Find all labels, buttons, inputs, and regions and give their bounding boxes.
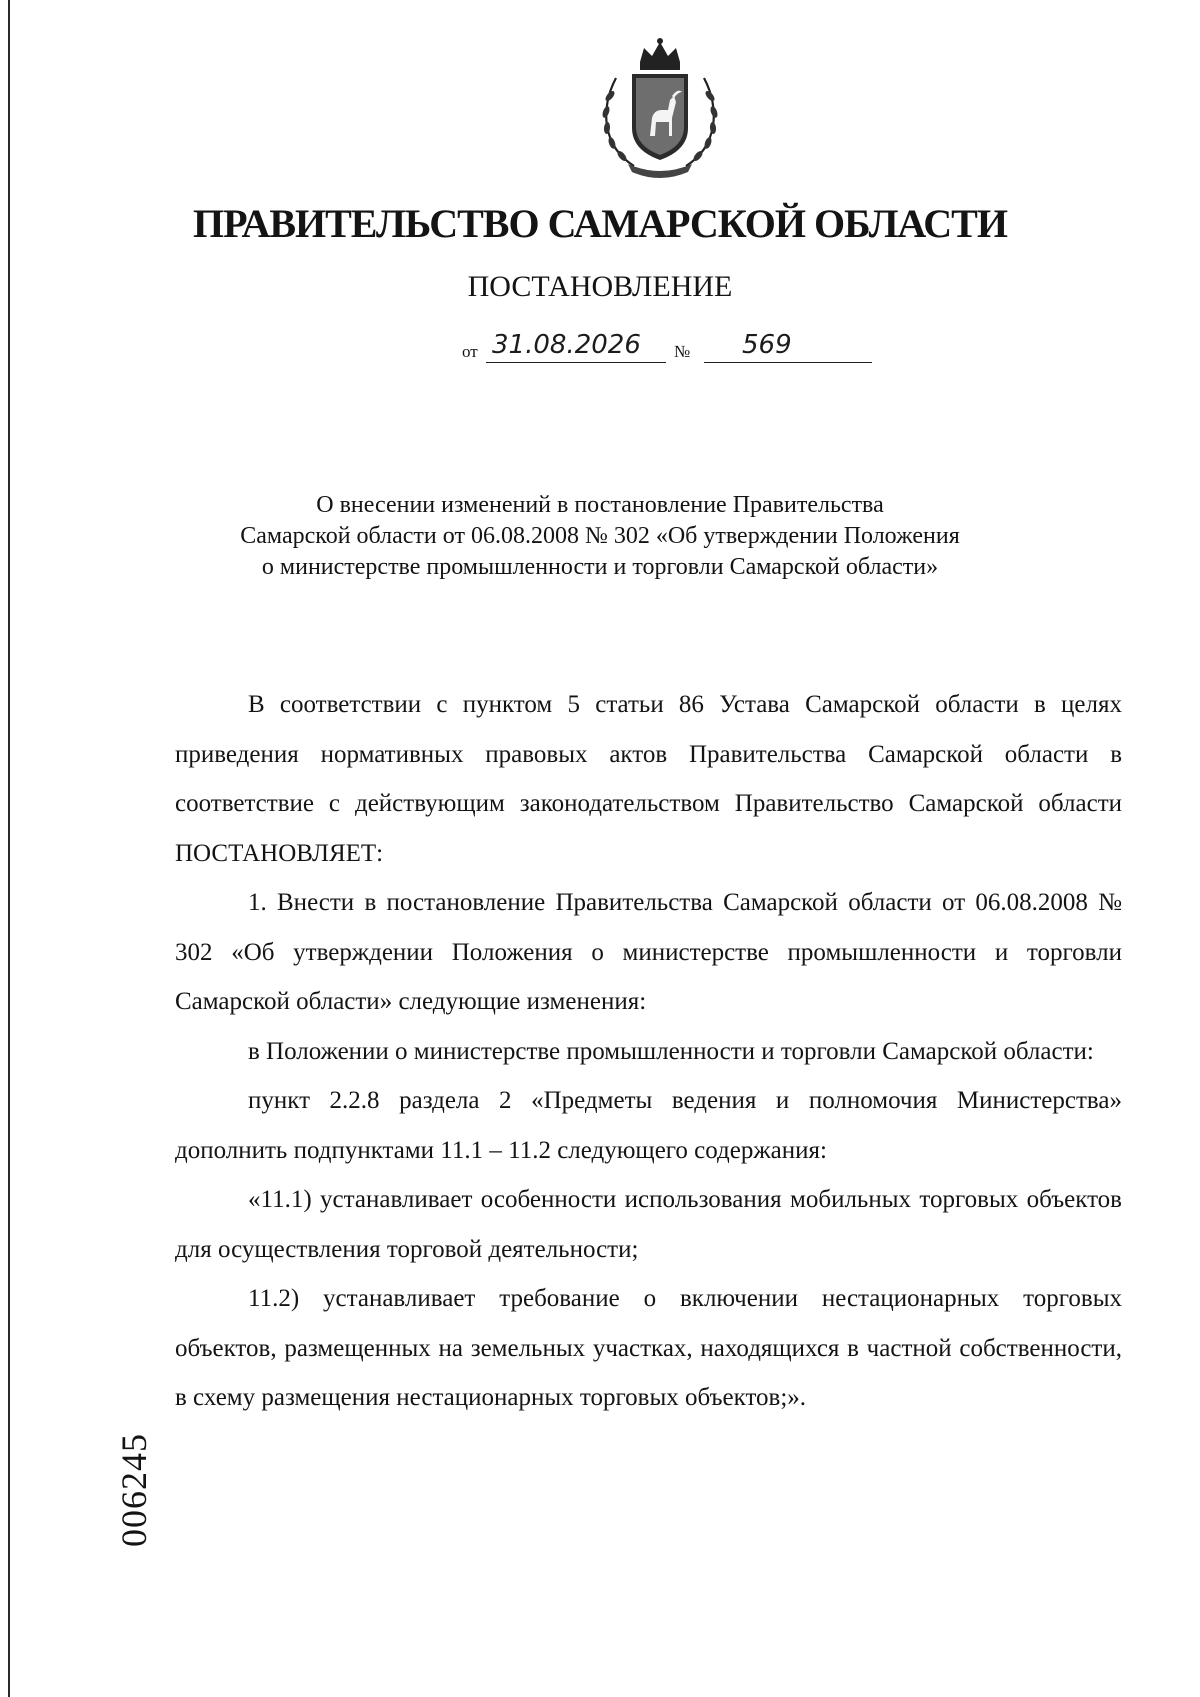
body-paragraph-item-1: 1. Внести в постановление Правительства Самарской области от 06.08.2008 № 302 «Об утверждении Положения о министерстве промышленности и торговли Самарской области» следующие изменения: (175, 889, 1122, 1015)
organization-title: ПРАВИТЕЛЬСТВО САМАРСКОЙ ОБЛАСТИ (193, 201, 1007, 246)
handwritten-number: 569 (742, 330, 792, 360)
date-number-line (462, 330, 882, 366)
number-underline (704, 362, 872, 363)
body-paragraph-clause: пункт 2.2.8 раздела 2 «Предметы ведения и полномочия Министерства» дополнить подпунктами 11.1 – 11.2 следующего содержания: (175, 1087, 1122, 1164)
number-prefix: № (674, 342, 691, 361)
margin-serial-number: 006245 (114, 1433, 154, 1547)
document-body (175, 680, 1122, 1423)
coat-of-arms-icon (594, 38, 726, 178)
date-prefix: от (462, 342, 478, 361)
document-subject (150, 490, 1050, 583)
subject-line: Самарской области от 06.08.2008 № 302 «Об утверждении Положения (240, 523, 960, 549)
body-paragraph-regulation: в Положении о министерстве промышленности и торговли Самарской области: (248, 1037, 1094, 1065)
body-paragraph-subclause-11-1: «11.1) устанавливает особенности использования мобильных торговых объектов для осуществления торговой деятельности; (175, 1186, 1122, 1263)
date-underline (486, 362, 666, 363)
handwritten-date: 31.08.2026 (492, 330, 641, 360)
body-paragraph-preamble: В соответствии с пунктом 5 статьи 86 Устава Самарской области в целях приведения нормативных правовых актов Правительства Самарской области в соответствие с действующим законодательством Правительство Самарской области ПОСТАНОВЛЯЕТ: (175, 691, 1122, 867)
subject-line: О внесении изменений в постановление Правительства (316, 492, 884, 518)
body-paragraph-subclause-11-2: 11.2) устанавливает требование о включении нестационарных торговых объектов, размещенных на земельных участках, находящихся в частной собственности, в схему размещения нестационарных торговых объектов;». (175, 1285, 1122, 1411)
left-margin-rule (8, 0, 10, 1697)
subject-line: о министерстве промышленности и торговли Самарской области» (261, 554, 939, 580)
document-type: ПОСТАНОВЛЕНИЕ (467, 270, 733, 303)
